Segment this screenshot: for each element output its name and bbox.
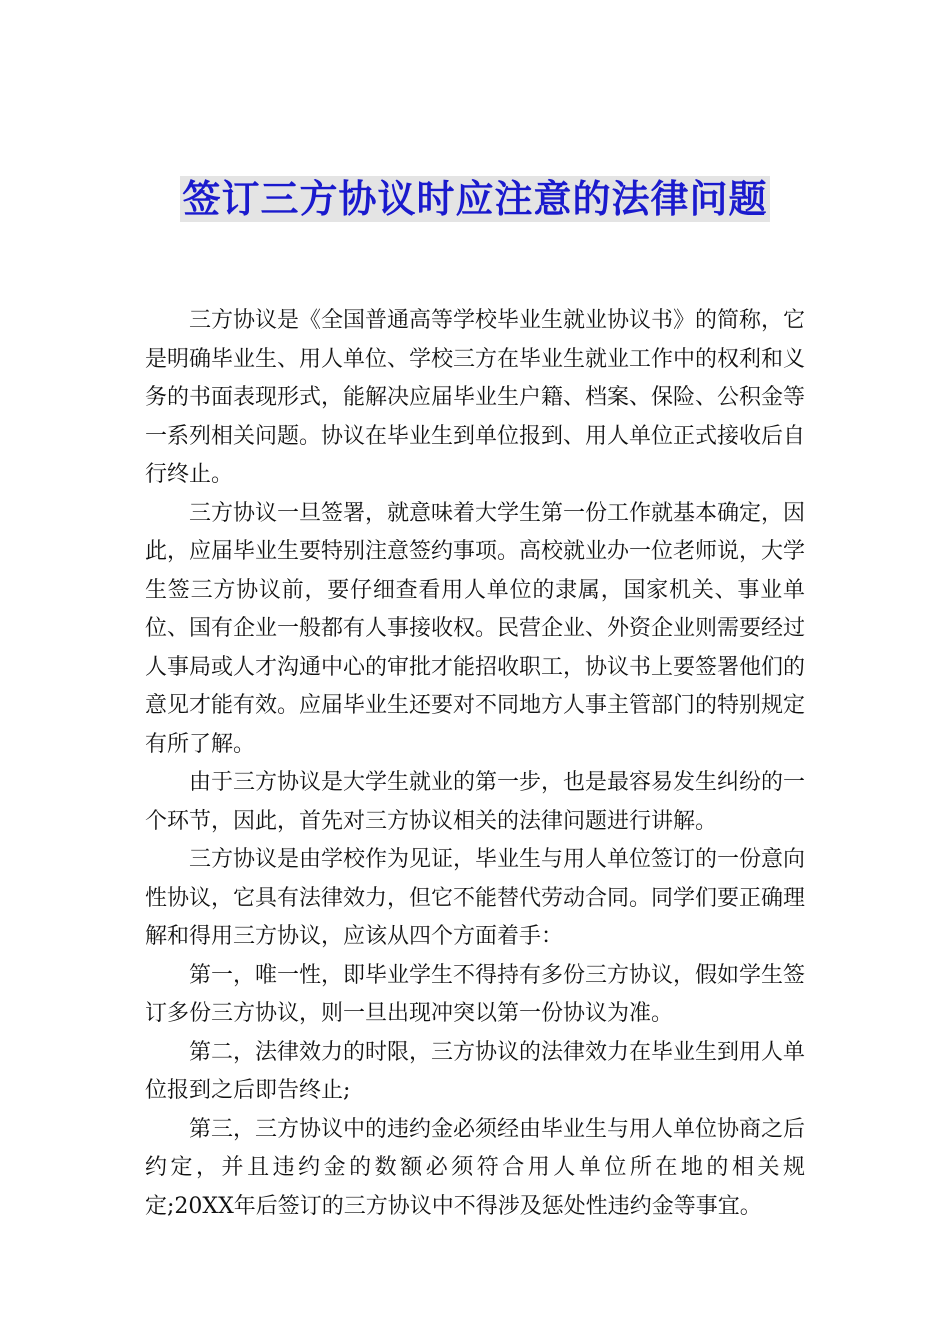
paragraph-legal-effect: 三方协议是由学校作为见证，毕业生与用人单位签订的一份意向性协议，它具有法律效力，但它不能替代劳动合同。同学们要正确理解和得用三方协议，应该从四个方面着手： xyxy=(145,847,806,949)
paragraph-point-one: 第一，唯一性，即毕业学生不得持有多份三方协议，假如学生签订多份三方协议，则一旦出现冲突以第一份协议为准。 xyxy=(145,962,806,1026)
paragraph-point-two: 第二，法律效力的时限，三方协议的法律效力在毕业生到用人单位报到之后即告终止; xyxy=(145,1039,806,1103)
document-title: 签订三方协议时应注意的法律问题 xyxy=(182,177,768,221)
paragraph-signing-notes: 三方协议一旦签署，就意味着大学生第一份工作就基本确定，因此，应届毕业生要特别注意签约事项。高校就业办一位老师说，大学生签三方协议前，要仔细查看用人单位的隶属，国家机关、事业单位、国有企业一般都有人事接收权。民营企业、外资企业则需要经过人事局或人才沟通中心的审批才能招收职工，协议书上要签署他们的意见才能有效。应届毕业生还要对不同地方人事主管部门的特别规定有所了解。 xyxy=(145,500,806,757)
paragraph-intro: 三方协议是《全国普通高等学校毕业生就业协议书》的简称，它是明确毕业生、用人单位、学校三方在毕业生就业工作中的权利和义务的书面表现形式，能解决应届毕业生户籍、档案、保险、公积金等一系列相关问题。协议在毕业生到单位报到、用人单位正式接收后自行终止。 xyxy=(145,308,806,487)
paragraph-first-step: 由于三方协议是大学生就业的第一步，也是最容易发生纠纷的一个环节，因此，首先对三方协议相关的法律问题进行讲解。 xyxy=(145,770,806,834)
title-container xyxy=(0,176,950,222)
paragraph-point-three: 第三，三方协议中的违约金必须经由毕业生与用人单位协商之后约定，并且违约金的数额必须符合用人单位所在地的相关规定;20XX年后签订的三方协议中不得涉及惩处性违约金等事宜。 xyxy=(145,1116,806,1219)
document-body xyxy=(145,302,805,1226)
